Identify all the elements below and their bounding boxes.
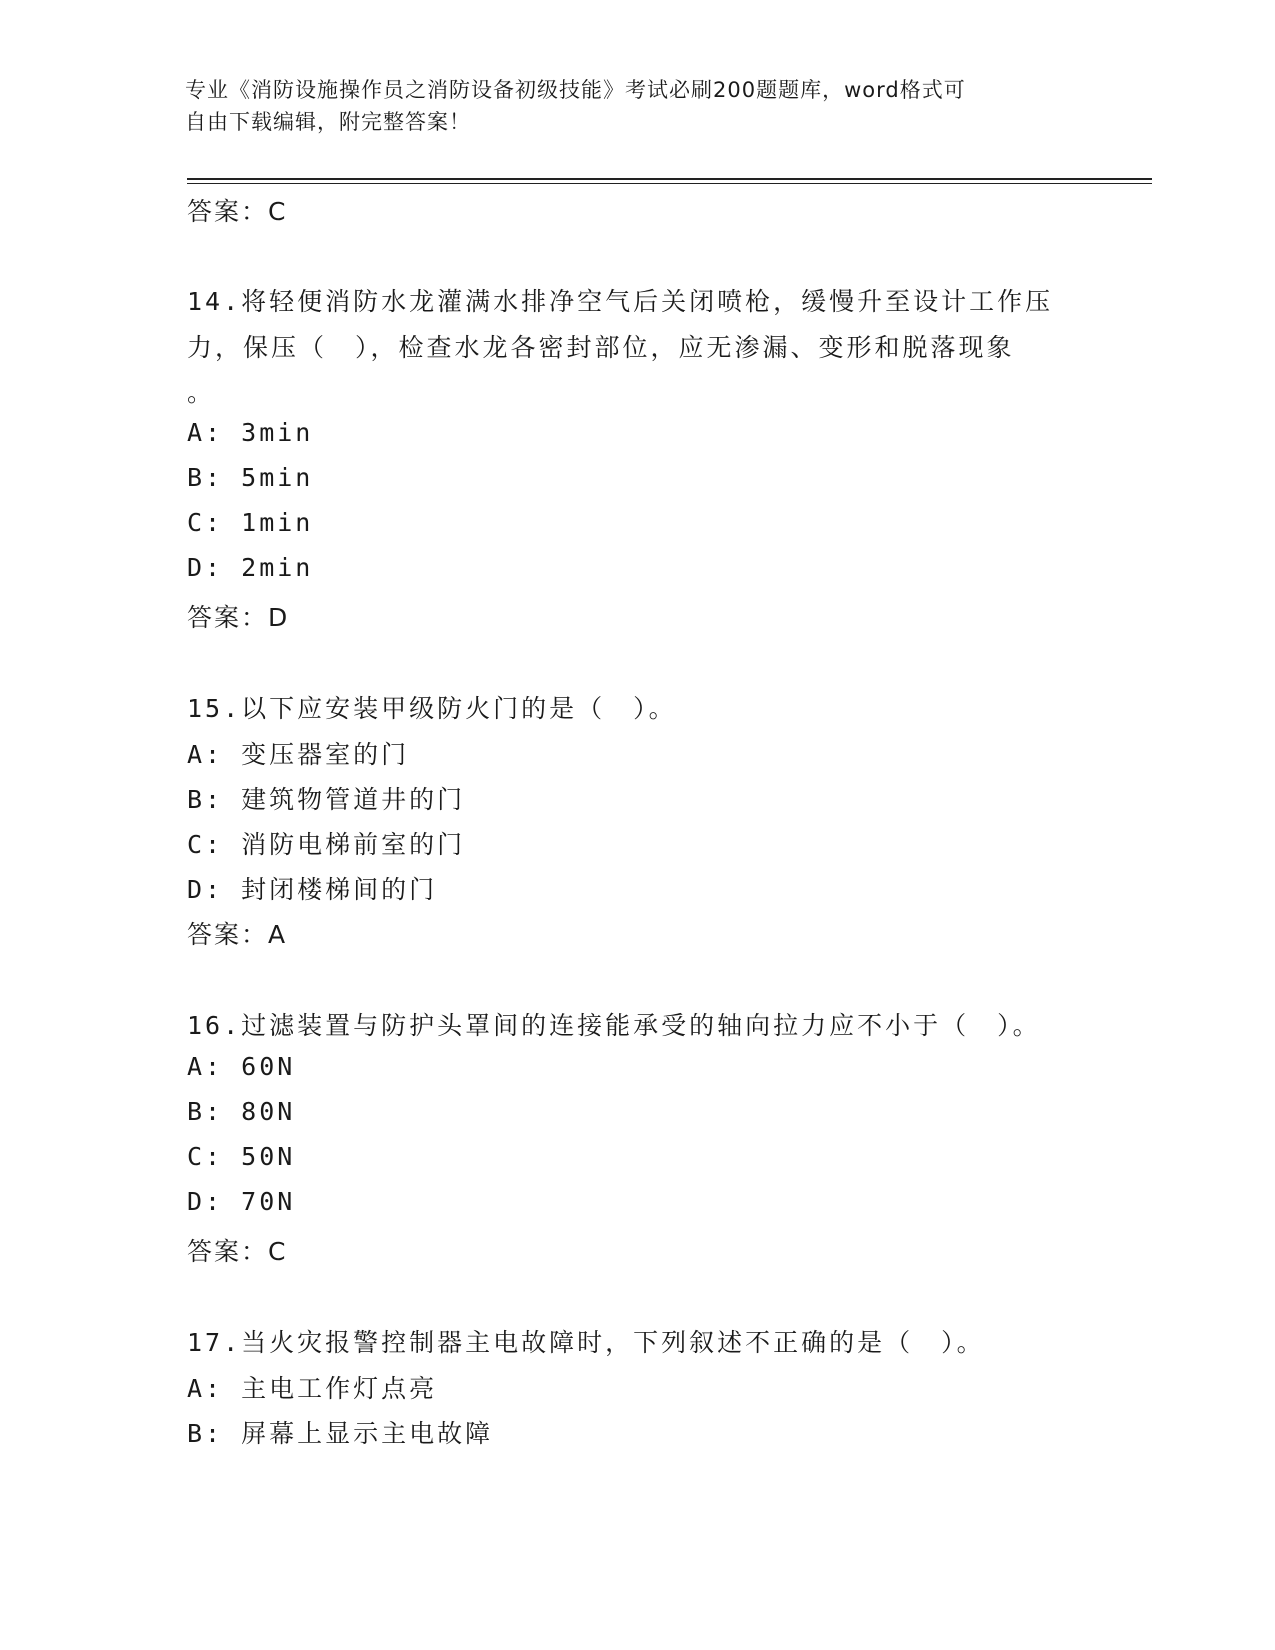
header-divider-thin xyxy=(187,183,1152,184)
question-16: 16.过滤装置与防护头罩间的连接能承受的轴向拉力应不小于（ ）。 xyxy=(187,1011,1041,1040)
header-line-1: 专业《消防设施操作员之消防设备初级技能》考试必刷200题题库，word格式可 xyxy=(185,78,966,102)
option-17-b: B: 屏幕上显示主电故障 xyxy=(187,1419,494,1448)
header-divider-thick xyxy=(187,178,1152,180)
option-15-a: A: 变压器室的门 xyxy=(187,740,410,769)
option-14-d: D: 2min xyxy=(187,553,314,582)
option-14-b: B: 5min xyxy=(187,463,314,492)
question-17: 17.当火灾报警控制器主电故障时，下列叙述不正确的是（ ）。 xyxy=(187,1328,985,1357)
question-14-line-1: 14.将轻便消防水龙灌满水排净空气后关闭喷枪，缓慢升至设计工作压 xyxy=(187,287,1054,316)
question-14-line-3: 。 xyxy=(187,378,216,407)
option-16-d: D: 70N xyxy=(187,1187,296,1216)
option-14-c: C: 1min xyxy=(187,508,314,537)
option-17-a: A: 主电工作灯点亮 xyxy=(187,1374,438,1403)
document-header xyxy=(185,74,1085,138)
answer-15: 答案：A xyxy=(187,920,288,949)
option-15-b: B: 建筑物管道井的门 xyxy=(187,785,466,814)
answer-16: 答案：C xyxy=(187,1237,288,1266)
answer-13: 答案：C xyxy=(187,197,288,226)
option-16-b: B: 80N xyxy=(187,1097,296,1126)
question-15: 15.以下应安装甲级防火门的是（ ）。 xyxy=(187,694,677,723)
option-14-a: A: 3min xyxy=(187,418,314,447)
answer-14: 答案：D xyxy=(187,603,290,632)
option-15-d: D: 封闭楼梯间的门 xyxy=(187,875,438,904)
question-14-line-2: 力，保压（ ），检查水龙各密封部位，应无渗漏、变形和脱落现象 xyxy=(187,333,1015,362)
option-15-c: C: 消防电梯前室的门 xyxy=(187,830,466,859)
header-line-2: 自由下载编辑，附完整答案！ xyxy=(185,110,471,134)
option-16-a: A: 60N xyxy=(187,1052,296,1081)
option-16-c: C: 50N xyxy=(187,1142,296,1171)
